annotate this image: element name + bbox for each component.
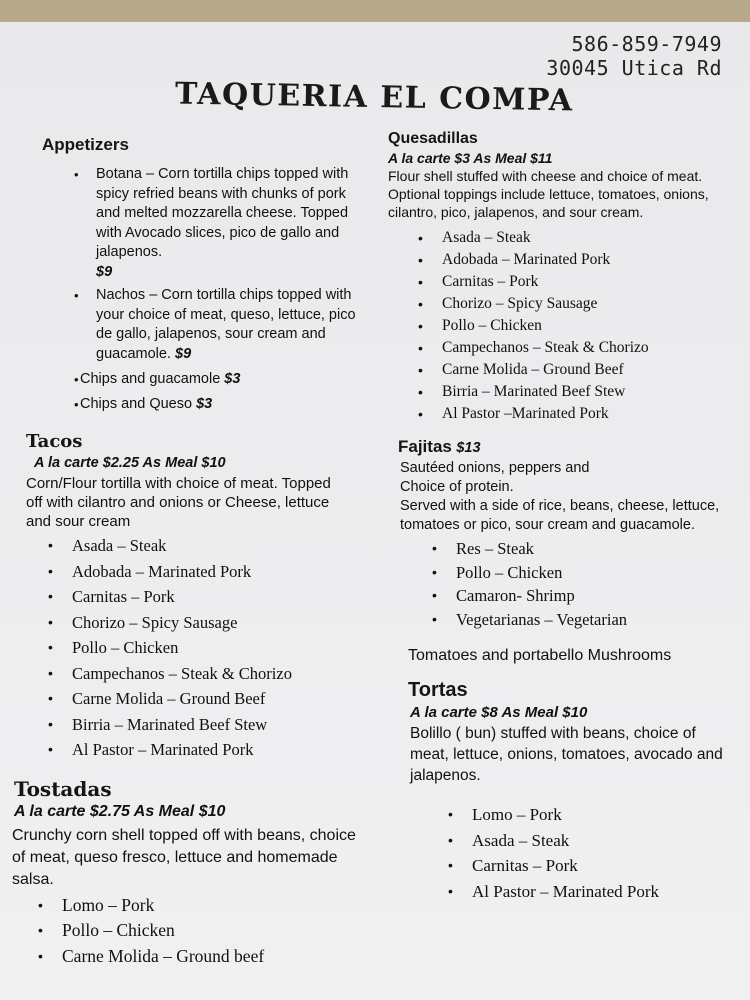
appetizer-item [50, 286, 380, 364]
quesadillas-description: Flour shell stuffed with cheese and choice of meat. Optional toppings include lettuce, tomatoes, onions, cilantro, pico, jalapenos, and sour cream. [388, 168, 709, 220]
appetizer-price: $3 [196, 395, 213, 412]
appetizers-section [10, 135, 380, 414]
tortas-price-line: A la carte $8 As Meal $10 [410, 704, 588, 721]
restaurant-title: TAQUERIA EL COMPA [174, 76, 574, 119]
list-item: • Carnitas – Pork [400, 271, 738, 293]
appetizer-item [50, 165, 380, 282]
tostadas-description: Crunchy corn shell topped off with beans, choice of meat, queso fresco, lettuce and homemade salsa. [12, 826, 356, 888]
list-item: • Birria – Marinated Beef Stew [30, 712, 380, 738]
list-item: • Al Pastor –Marinated Pork [400, 403, 738, 425]
list-item: • Birria – Marinated Beef Stew [400, 381, 738, 403]
list-item: • Camaron- Shrimp [414, 584, 738, 608]
tacos-price-line: A la carte $2.25 As Meal $10 [34, 455, 226, 471]
appetizer-text: Chips and guacamole [80, 371, 221, 387]
tortas-description: Bolillo ( bun) stuffed with beans, choice of meat, lettuce, onions, tomatoes, avocado and jalapenos. [410, 725, 723, 784]
list-item: • Adobada – Marinated Pork [30, 559, 380, 585]
right-column [388, 130, 738, 904]
list-item: • Asada – Steak [400, 227, 738, 249]
list-item: • Res – Steak [414, 537, 738, 561]
handwritten-contact [546, 32, 722, 80]
list-item: • Pollo – Chicken [400, 315, 738, 337]
list-item: • Al Pastor – Marinated Pork [30, 737, 380, 763]
list-item: • Al Pastor – Marinated Pork [430, 879, 738, 905]
list-item: • Pollo – Chicken [20, 918, 380, 944]
fajitas-description-3: Served with a side of rice, beans, cheese, lettuce, tomatoes or pico, sour cream and guacamole. [400, 498, 720, 533]
list-item: • Lomo – Pork [20, 893, 380, 919]
fajitas-note: Tomatoes and portabello Mushrooms [408, 647, 672, 664]
list-item: • Carne Molida – Ground beef [20, 944, 380, 970]
list-item: • Pollo – Chicken [30, 635, 380, 661]
tacos-section [10, 431, 380, 763]
appetizers-list [50, 165, 380, 414]
tortas-section [388, 679, 738, 904]
fajitas-heading: Fajitas [398, 437, 452, 456]
list-item: • Adobada – Marinated Pork [400, 249, 738, 271]
fajitas-description-2: Choice of protein. [400, 479, 514, 495]
handwritten-phone: 586-859-7949 [571, 32, 722, 56]
fajitas-price: $13 [456, 440, 481, 456]
list-item: • Carnitas – Pork [30, 584, 380, 610]
list-item: • Asada – Steak [30, 533, 380, 559]
appetizer-item [50, 370, 380, 390]
list-item: • Lomo – Pork [430, 802, 738, 828]
appetizers-heading: Appetizers [42, 135, 129, 154]
tortas-list [430, 802, 738, 904]
list-item: • Asada – Steak [430, 828, 738, 854]
tacos-description: Corn/Flour tortilla with choice of meat. Topped off with cilantro and onions or Cheese, lettuce and sour cream [26, 475, 331, 530]
list-item: • Chorizo – Spicy Sausage [30, 610, 380, 636]
list-item: • Carne Molida – Ground Beef [400, 359, 738, 381]
fajitas-list [414, 537, 738, 631]
tostadas-heading: Tostadas [14, 776, 112, 801]
appetizer-price: $3 [224, 371, 241, 387]
tortas-heading: Tortas [408, 679, 468, 701]
left-column [10, 135, 380, 969]
list-item: • Campechanos – Steak & Chorizo [400, 337, 738, 359]
fajitas-section [388, 437, 738, 665]
list-item: • Campechanos – Steak & Chorizo [30, 661, 380, 687]
quesadillas-heading: Quesadillas [388, 130, 478, 147]
fajitas-description-1: Sautéed onions, peppers and [400, 460, 590, 476]
list-item: • Vegetarianas – Vegetarian [414, 608, 738, 632]
quesadillas-price-line: A la carte $3 As Meal $11 [388, 150, 553, 166]
list-item: • Pollo – Chicken [414, 561, 738, 585]
list-item: • Carnitas – Pork [430, 853, 738, 879]
appetizer-text: Chips and Queso [80, 395, 193, 412]
tostadas-price-line: A la carte $2.75 As Meal $10 [14, 802, 226, 820]
appetizer-text: Nachos – Corn tortilla chips topped with your choice of meat, queso, lettuce, pico de gallo, jalapenos, sour cream and guacamole. [96, 287, 356, 362]
appetizer-price: $9 [96, 263, 113, 280]
appetizer-price: $9 [175, 345, 192, 362]
handwritten-address: 30045 Utica Rd [546, 56, 722, 80]
quesadillas-section [388, 130, 738, 425]
tostadas-section [10, 777, 380, 970]
fajitas-header [398, 437, 738, 457]
appetizer-item [50, 395, 380, 415]
appetizer-text: Botana – Corn tortilla chips topped with spicy refried beans with chunks of pork and melted mozzarella cheese. Topped with Avocado slices, pico de gallo and jalapenos. [96, 166, 349, 260]
tacos-heading: Tacos [26, 431, 83, 452]
tacos-list [30, 533, 380, 763]
list-item: • Chorizo – Spicy Sausage [400, 293, 738, 315]
tostadas-list [20, 893, 380, 970]
quesadillas-list [400, 227, 738, 425]
list-item: • Carne Molida – Ground Beef [30, 686, 380, 712]
